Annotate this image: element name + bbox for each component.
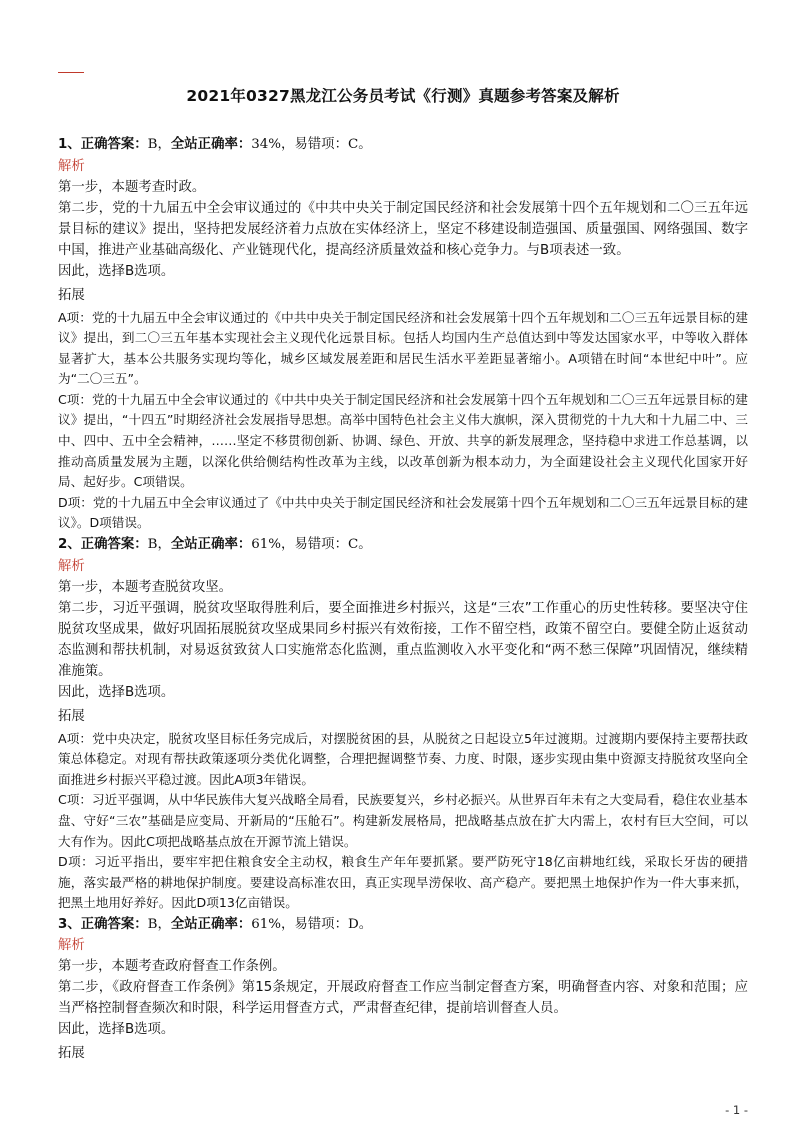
extension-paragraph: C项：党的十九届五中全会审议通过的《中共中央关于制定国民经济和社会发展第十四个五年规划和二〇三五年远景目标的建议》提出，“十四五”时期经济社会发展指导思想。高举中国特色社会主义伟大旗帜，深入贯彻党的十九大和十九届二中、三中、四中、五中全会精神，……坚定不移贯彻创新、协调、绿色、开放、共享的新发展理念，坚持稳中求进工作总基调，以推动高质量发展为主题，以深化供给侧结构性改革为主线，以改革创新为根本动力，为全面建设社会主义现代化国家开好局、起好步。C项错误。	[58, 391, 748, 490]
question-header	[58, 134, 748, 156]
analysis-paragraph: 第二步，《政府督查工作条例》第15条规定，开展政府督查工作应当制定督查方案，明确督查内容、对象和范围；应当严格控制督查频次和时限，科学运用督查方式，严肃督查纪律，提前培训督查人员。	[58, 980, 748, 1017]
analysis-paragraph: 第一步，本题考查脱贫攻坚。	[58, 579, 233, 595]
answer-label: 正确答案：	[80, 137, 148, 152]
analysis-paragraph: 因此，选择B选项。	[58, 1022, 175, 1038]
analysis-paragraph: 第一步，本题考查政府督查工作条例。	[58, 959, 286, 975]
answer-value: B，	[147, 137, 171, 152]
answer-label: 正确答案：	[80, 537, 148, 553]
question-header	[58, 534, 748, 556]
wrong-value: C。	[347, 537, 372, 553]
accuracy-label: 全站正确率：	[170, 537, 252, 553]
page-number: - 1 -	[725, 1103, 748, 1117]
question-3	[58, 914, 748, 1067]
header-rule	[58, 72, 84, 73]
accuracy-label: 全站正确率：	[170, 137, 252, 152]
question-number: 2、	[58, 537, 81, 553]
analysis-heading: 解析	[58, 158, 85, 174]
extension-paragraph: A项：党的十九届五中全会审议通过的《中共中央关于制定国民经济和社会发展第十四个五年规划和二〇三五年远景目标的建议》提出，到二〇三五年基本实现社会主义现代化远景目标。包括人均国内生产总值达到中等发达国家水平，中等收入群体显著扩大，基本公共服务实现均等化，城乡区域发展差距和居民生活水平差距显著缩小。A项错在时间“本世纪中叶”。应为“二〇三五”。	[58, 309, 748, 387]
wrong-value: C。	[347, 137, 372, 152]
extension-paragraph: C项：习近平强调，从中华民族伟大复兴战略全局看，民族要复兴，乡村必振兴。从世界百年未有之大变局看，稳住农业基本盘、守好“三农”基础是应变局、开新局的“压舱石”。构建新发展格局，把战略基点放在扩大内需上，农村有巨大空间，可以大有作为。因此C项把战略基点放在开源节流上错误。	[58, 792, 748, 849]
analysis-paragraph: 因此，选择B选项。	[58, 684, 175, 700]
accuracy-label: 全站正确率：	[170, 916, 252, 932]
extension-heading: 拓展	[58, 708, 85, 724]
accuracy-value: 34%，	[251, 137, 295, 152]
analysis-paragraph: 第二步，党的十九届五中全会审议通过的《中共中央关于制定国民经济和社会发展第十四个五年规划和二〇三五年远景目标的建议》提出，坚持把发展经济着力点放在实体经济上，坚定不移建设制造强国、质量强国、网络强国、数字中国，推进产业基础高级化、产业链现代化，提高经济质量效益和核心竞争力。与B项表述一致。	[58, 200, 748, 258]
question-list	[58, 134, 748, 1066]
accuracy-value: 61%，	[251, 537, 295, 553]
extension-heading: 拓展	[58, 1046, 85, 1062]
question-number: 1、	[58, 137, 81, 152]
extension-paragraph: D项：党的十九届五中全会审议通过了《中共中央关于制定国民经济和社会发展第十四个五年规划和二〇三五年远景目标的建议》。D项错误。	[58, 494, 748, 531]
analysis-paragraph: 因此，选择B选项。	[58, 263, 175, 279]
wrong-value: D。	[347, 916, 373, 932]
question-number: 3、	[58, 916, 81, 932]
extension-paragraph: A项：党中央决定，脱贫攻坚目标任务完成后，对摆脱贫困的县，从脱贫之日起设立5年过渡期。过渡期内要保持主要帮扶政策总体稳定。对现有帮扶政策逐项分类优化调整，合理把握调整节奏、力度、时限，逐步实现由集中资源支持脱贫攻坚向全面推进乡村振兴平稳过渡。因此A项3年错误。	[58, 730, 748, 787]
extension-paragraph: D项：习近平指出，要牢牢把住粮食安全主动权，粮食生产年年要抓紧。要严防死守18亿亩耕地红线，采取长牙齿的硬措施，落实最严格的耕地保护制度。要建设高标准农田，真正实现旱涝保收、高产稳产。要把黑土地保护作为一件大事来抓，把黑土地用好养好。因此D项13亿亩错误。	[58, 854, 748, 911]
page-title: 2021年0327黑龙江公务员考试《行测》真题参考答案及解析	[186, 87, 620, 105]
analysis-heading: 解析	[58, 558, 85, 574]
extension-heading: 拓展	[58, 287, 85, 303]
wrong-label: 易错项：	[294, 137, 348, 152]
answer-value: B，	[147, 537, 171, 553]
analysis-heading: 解析	[58, 938, 85, 954]
wrong-label: 易错项：	[294, 916, 348, 932]
question-header	[58, 914, 748, 936]
question-2	[58, 534, 748, 914]
question-1	[58, 134, 748, 534]
analysis-paragraph: 第一步，本题考查时政。	[58, 179, 206, 195]
answer-value: B，	[147, 916, 171, 932]
accuracy-value: 61%，	[251, 916, 295, 932]
analysis-paragraph: 第二步，习近平强调，脱贫攻坚取得胜利后，要全面推进乡村振兴，这是“三农”工作重心的历史性转移。要坚决守住脱贫攻坚成果，做好巩固拓展脱贫攻坚成果同乡村振兴有效衔接，工作不留空档，政策不留空白。要健全防止返贫动态监测和帮扶机制，对易返贫致贫人口实施常态化监测，重点监测收入水平变化和“两不愁三保障”巩固情况，继续精准施策。	[58, 600, 748, 679]
answer-label: 正确答案：	[80, 916, 148, 932]
wrong-label: 易错项：	[294, 537, 348, 553]
